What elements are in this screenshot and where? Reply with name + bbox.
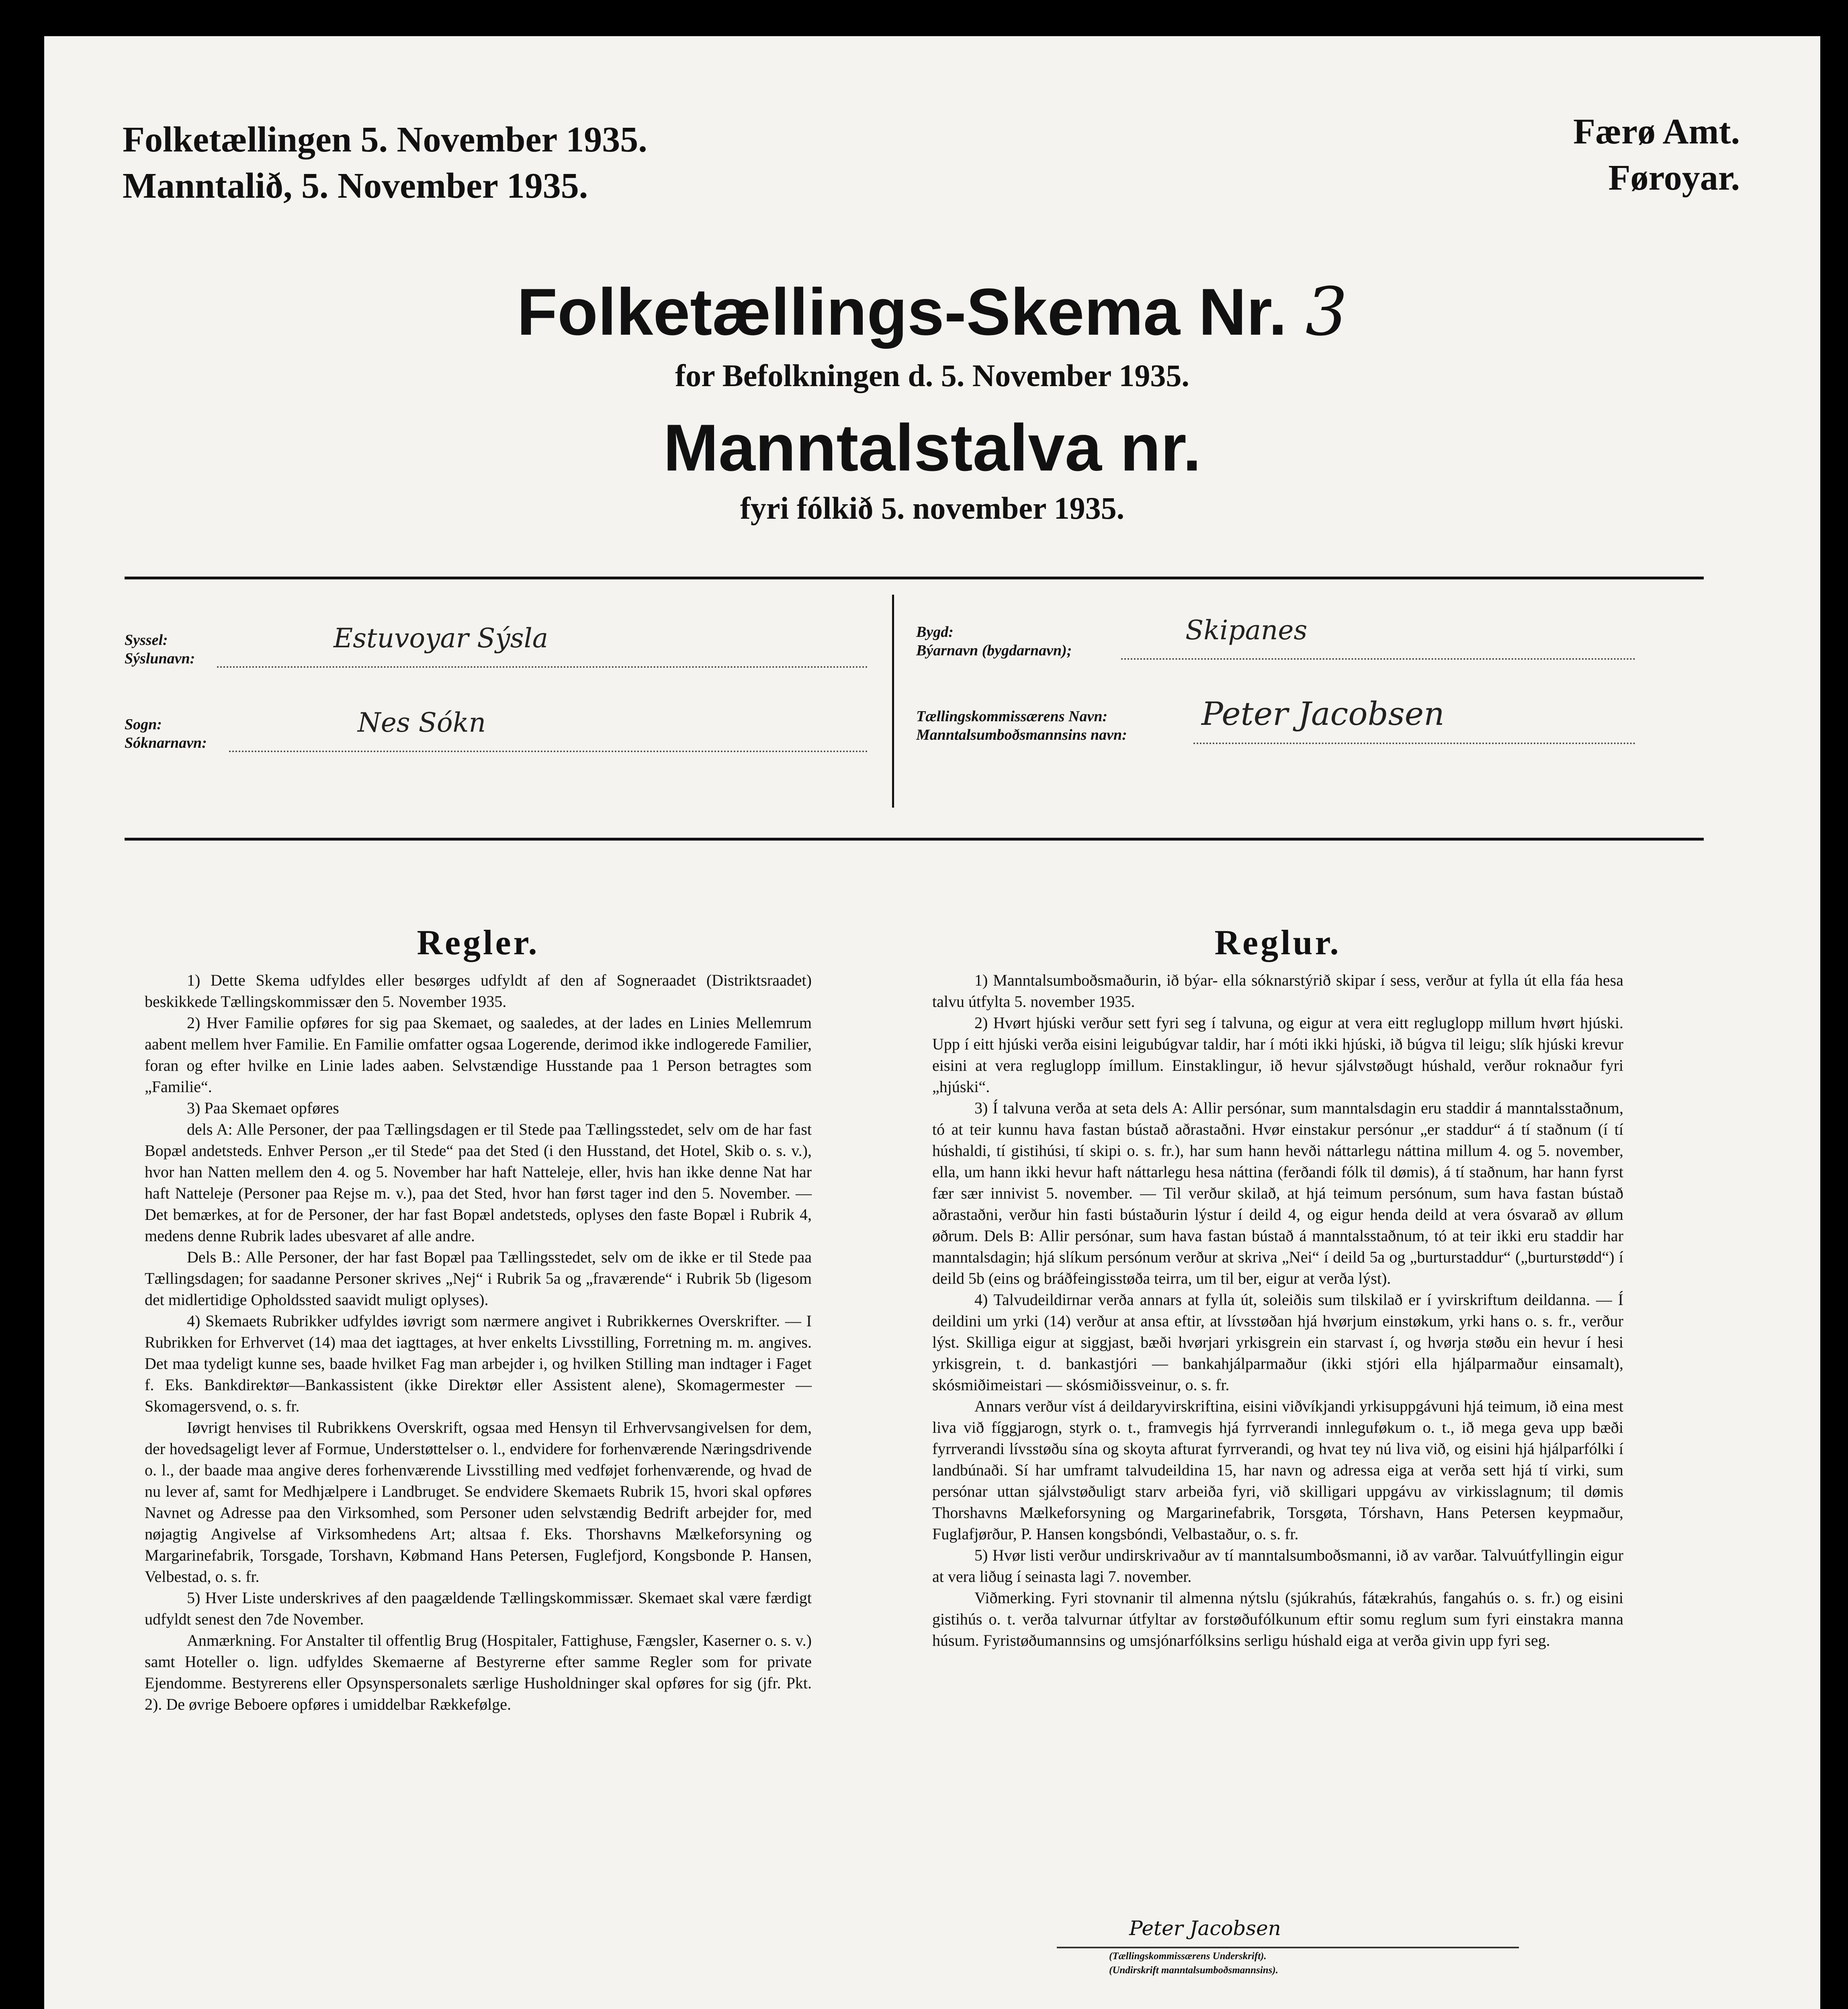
- schema-number: 3: [1305, 273, 1348, 350]
- regler-p3: 3) Paa Skemaet opføres: [187, 1099, 339, 1117]
- regler-p2: 2) Hver Familie opføres for sig paa Skemaet, og saaledes, at der lades en Linies Mellemrum aabent mellem hver Familie. En Familie omfatter ogsaa Logerende, derimod ikke indlogerede Familier, foran og efter hvilke en Linie lades aaben. Selvstændige Husstande paa 1 Person betragtes som „Familie“.: [145, 1014, 812, 1096]
- regler-column: [145, 923, 812, 1715]
- reglur-p4: 4) Talvudeildirnar verða annars at fylla út, soleiðis sum tilskilað er í yvirskriftum deildanna. — Í deildini um yrki (14) verður at ansa eftir, at lívsstøðan hjá hvørjum einstøkum, yrki hans o. s. fr., verður lýst. Skilliga eigur at siggjast, bæði hvørjari yrkisgrein ein starvast í, og hvørja støðu ein hevur í hesi yrkisgrein, t. d. bankastjóri — bankahjálparmaður (ikki stjóri ella hjálparmaður einsamalt), skósmiðimeistari — skósmiðissveinur, o. s. fr.: [932, 1291, 1623, 1394]
- sogn-dotline: [229, 751, 868, 752]
- regler-p5: 5) Hver Liste underskrives af den paagældende Tællingskommissær. Skemaet skal være færdigt udfyldt senest den 7de November.: [145, 1589, 812, 1628]
- header-right: [1573, 108, 1740, 201]
- reglur-p4b: Annars verður víst á deildaryvirskriftina, eisini viðvíkjandi yrkisuppgávuni hjá teimum, ið eina mest liva við fíggjarogn, styrk o. t., framvegis hjá fyrrverandi innleguføkum o. t., ið mega geva upp bæði fyrrverandi lívsstøðu sína og skoyta afturat fyrrverandi, og hvat tey nú liva við, og eisini hjá hjálparfólki í landbúnaði. Sí har umframt talvudeildina 15, har navn og adressa eiga at verða sett hjá tí virki, sum persónar uttan sjálvstøðuligt starv arbeiða fyri, við skilligari uppgávu av virkisslagnum; til dømis Thorshavns Mælkeforsyning og Margarinefabrik, Torsgøta, Tórshavn, Hans Petersen keypmaður, Fuglafjørður, P. Hansen kongsbóndi, Velbastaður, o. s. fr.: [932, 1397, 1623, 1543]
- regler-p4: 4) Skemaets Rubrikker udfyldes iøvrigt som nærmere angivet i Rubrikkernes Overskrifter. — I Rubrikken for Erhvervet (14) maa det iagttages, at hver enkelts Livsstilling, Forretning m. m. angives. Det maa tydeligt kunne ses, baade hvilket Fag man arbejder i, og hvilken Stilling man indtager i Faget f. Eks. Bankdirektør—Bankassistent (ikke Direktør eller Assistent alene), Skomagermester — Skomagersvend, o. s. fr.: [145, 1312, 812, 1415]
- sogn-label: Sogn: Sóknarnavn:: [125, 716, 207, 751]
- sogn-value: Nes Sókn: [358, 707, 486, 738]
- kommissaer-dotline: [1193, 743, 1635, 744]
- signature-caption-1: (Tællingskommissærens Underskrift).: [1109, 1951, 1267, 1962]
- regler-p4b: Iøvrigt henvises til Rubrikkens Overskrift, ogsaa med Hensyn til Erhvervsangivelsen for dem, der hovedsageligt lever af Formue, Understøttelser o. l., endvidere for forhenværende Næringsdrivende o. l., der baade maa angive deres forhenværende Livsstilling med vedføjet forhenværende, og hvad de nu lever af, samt for Medhjælpere i Landbruget. Se endvidere Skemaets Rubrik 15, hvori skal opføres Navnet og Adresse paa den Virksomhed, som Personer uden selvstændig Bedrift arbejder for, med nøjagtig Angivelse af Virksomhedens Art; altsaa f. Eks. Thorshavns Mælkeforsyning og Margarinefabrik, Torsgade, Torshavn, Købmand Hans Petersen, Fuglefjord, Kongsbonde P. Hansen, Velbestad, o. s. fr.: [145, 1418, 812, 1586]
- form-title-faroese: Manntalstalva nr.: [663, 411, 1201, 485]
- regler-p3a: dels A: Alle Personer, der paa Tællingsdagen er til Stede paa Tællingsstedet, selv om de har fast Bopæl andetsteds. Enhver Person „er til Stede“ paa det Sted (i den Husstand, det Hotel, Skib o. s. v.), hvor han Natten mellem den 4. og 5. November har haft Natteleje, eller, hvis han ikke denne Nat har haft Natteleje (Personer paa Rejse m. v.), paa det Sted, hvor han først tager ind den 5. November. — Det bemærkes, at for de Personer, der har fast Bopæl andetsteds, oplyses den faste Bopæl i Rubrik 4, medens denne Rubrik lades ubesvaret af alle andre.: [145, 1120, 812, 1245]
- kommissaer-value: Peter Jacobsen: [1201, 695, 1445, 732]
- regler-p3b: Dels B.: Alle Personer, der har fast Bopæl paa Tællingsstedet, selv om de ikke er til Stede paa Tællingsdagen; for saadanne Personer skrives „Nej“ i Rubrik 5a og „fraværende“ i Rubrik 5b (ligesom det midlertidige Opholdssted saavidt muligt oplyses).: [145, 1248, 812, 1309]
- header-right-line2: Føroyar.: [1608, 158, 1740, 198]
- reglur-p5: 5) Hvør listi verður undirskrivaður av tí manntalsumboðsmanni, ið av varðar. Talvuútfyllingin eigur at vera liðug í seinasta lagi 7. november.: [932, 1546, 1623, 1586]
- reglur-heading: Reglur.: [1214, 923, 1341, 962]
- top-divider: [125, 577, 1704, 579]
- regler-heading: Regler.: [417, 923, 540, 962]
- reglur-vidmerking: Viðmerking. Fyri stovnanir til almenna nýtslu (sjúkrahús, fátækrahús, fangahús o. s. fr.) og eisini gistihús o. t. verða talvurnar útfyltar av forstøðufólkunum eftir somu reglum sum fyri einstakra manna húsum. Fyristøðumannsins og umsjónarfólksins serligu húshald eiga at verða givin upp fyri seg.: [932, 1589, 1623, 1649]
- syssel-dotline: [217, 666, 868, 668]
- reglur-column: [932, 923, 1623, 1651]
- syssel-label: Syssel: Sýslunavn:: [125, 632, 195, 667]
- reglur-p2: 2) Hvørt hjúski verður sett fyri seg í talvuna, og eigur at vera eitt regluglopp millum hvørt hjúski. Upp í eitt hjúski verða eisini leigubúgvar taldir, har í móti ikki hjúski, ið búgva til leigu; slík hjúski krevur eisini at vera regluglopp ímillum. Einstaklingur, ið hevur sjálvstøðugt húshald, verður roknaður fyri „hjúski“.: [932, 1014, 1623, 1096]
- fields-divider: [892, 595, 894, 808]
- signature-value: Peter Jacobsen: [1129, 1917, 1281, 1940]
- syssel-value: Estuvoyar Sýsla: [334, 623, 548, 654]
- form-subtitle: for Befolkningen d. 5. November 1935.: [675, 358, 1189, 393]
- bygd-label: Bygd: Býarnavn (bygdarnavn);: [916, 624, 1072, 659]
- bottom-divider: [125, 838, 1704, 841]
- regler-anmaerkning: Anmærkning. For Anstalter til offentlig Brug (Hospitaler, Fattighuse, Fængsler, Kaserner o. s. v.) samt Hoteller o. lign. udfyldes Skemaerne af Bestyrerne efter samme Regler som for private Ejendomme. Bestyrerens eller Opsynspersonalets særlige Husholdninger skal opføres for sig (jfr. Pkt. 2). De øvrige Beboere opføres i umiddelbar Rækkefølge.: [145, 1631, 812, 1713]
- kommissaer-label: Tællingskommissærens Navn: Manntalsumboðsmannsins navn:: [916, 708, 1127, 743]
- census-form-page: [44, 36, 1820, 2009]
- reglur-p1: 1) Manntalsumboðsmaðurin, ið býar- ella sóknarstýrið skipar í sess, verður at fylla út ella fáa hesa talvu útfylta 5. november 1935.: [932, 971, 1623, 1011]
- form-title: [44, 273, 1820, 350]
- reglur-p3: 3) Í talvuna verða at seta dels A: Allir persónar, sum manntalsdagin eru staddir á manntalsstaðnum, tó at teir kunnu hava fastan bústað aðrastaðni. Hvør einstakur persónur „er staddur“ á tí staðnum (í tí húshaldi, tí gistihúsi, tí skipi o. s. fr.), har sum hann hevði náttarlegu náttina millum 4. og 5. november, ella, um hann ikki hevur haft náttarlegu hesa náttina (ferðandi fólk til dømis), á tí staðnum, har hann fyrst fær sær innivist 5. november. — Til verður skilað, at hjá teimum persónum, sum hava fastan bústað aðrastaðni, verður hin fasti bústaðurin lýstur í deild 4, og eigur henda deild at vera ósvarað av øllum øðrum. Dels B: Allir persónar, sum hava fastan bústað á manntalsstaðnum, tó at teir ikki eru staddir har manntalsdagin; hjá slíkum persónum verður at skriva „Nei“ í deild 5a og „burturstaddur“ („burturstødd“) í deild 5b (eins og bráðfeingisstøða teirra, um til ber, eigur at verða lýst).: [932, 1099, 1623, 1287]
- bygd-dotline: [1121, 658, 1635, 660]
- signature-caption-2: (Undirskrift manntalsumboðsmannsins).: [1109, 1965, 1278, 1976]
- header-left-line2: Manntalið, 5. November 1935.: [123, 166, 588, 206]
- form-subtitle-faroese: fyri fólkið 5. november 1935.: [740, 491, 1125, 526]
- header-left-line1: Folketællingen 5. November 1935.: [123, 120, 647, 160]
- header-right-line1: Færø Amt.: [1573, 112, 1740, 151]
- bygd-value: Skipanes: [1185, 615, 1308, 646]
- header-left: [123, 117, 647, 209]
- regler-p1: 1) Dette Skema udfyldes eller besørges udfyldt af den af Sogneraadet (Distriktsraadet) beskikkede Tællingskommissær den 5. November 1935.: [145, 971, 812, 1011]
- signature-line: [1057, 1947, 1519, 1948]
- form-title-text: Folketællings-Skema Nr.: [517, 275, 1287, 349]
